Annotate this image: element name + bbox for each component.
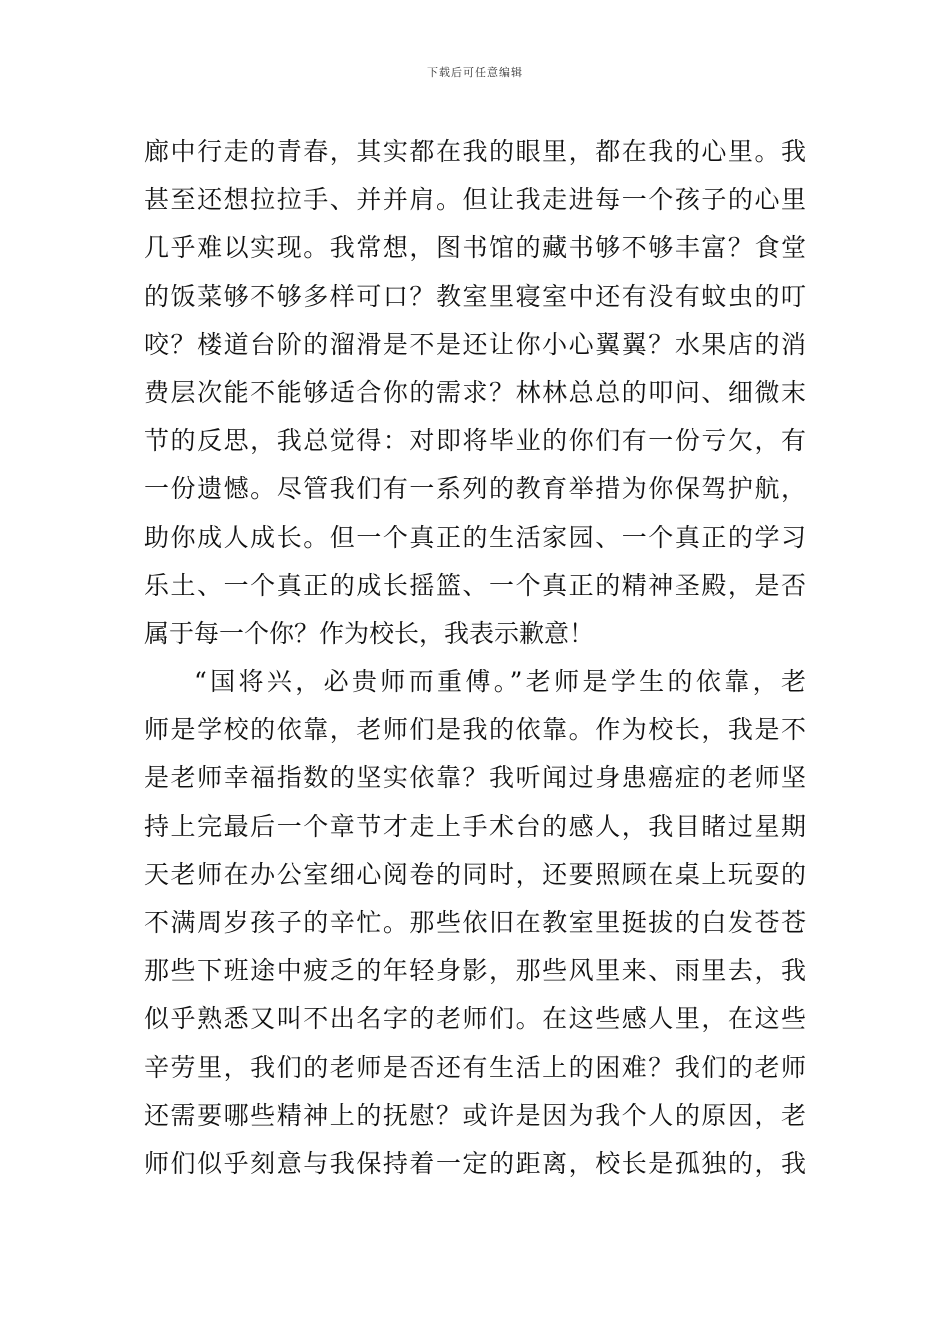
- body-text: [144, 128, 806, 1188]
- text-line: 甚至还想拉拉手、并并肩。但让我走进每一个孩子的心里: [144, 185, 806, 215]
- text-line: 持上完最后一个章节才走上手术台的感人，我目睹过星期: [144, 811, 806, 841]
- text-line: 那些下班途中疲乏的年轻身影，那些风里来、雨里去，我: [144, 956, 806, 986]
- text-line: 是老师幸福指数的坚实依靠？我听闻过身患癌症的老师坚: [144, 763, 806, 793]
- text-line: 属于每一个你？作为校长，我表示歉意！: [144, 618, 595, 648]
- text-line: “国将兴，必贵师而重傅。”老师是学生的依靠，老: [194, 667, 806, 697]
- text-line: 廊中行走的青春，其实都在我的眼里，都在我的心里。我: [144, 137, 806, 166]
- text-line: 节的反思，我总觉得：对即将毕业的你们有一份亏欠，有: [144, 426, 806, 456]
- text-line: 助你成人成长。但一个真正的生活家园、一个真正的学习: [144, 522, 806, 552]
- text-line: 似乎熟悉又叫不出名字的老师们。在这些感人里，在这些: [144, 1004, 806, 1034]
- paragraph: [144, 128, 806, 658]
- text-line: 师是学校的依靠，老师们是我的依靠。作为校长，我是不: [144, 715, 806, 745]
- text-line: 费层次能不能够适合你的需求？林林总总的叩问、细微末: [144, 377, 806, 407]
- text-line: 天老师在办公室细心阅卷的同时，还要照顾在桌上玩耍的: [144, 859, 806, 889]
- text-line: 师们似乎刻意与我保持着一定的距离，校长是孤独的，我: [144, 1148, 806, 1178]
- text-line: 还需要哪些精神上的抚慰？或许是因为我个人的原因，老: [144, 1100, 806, 1130]
- text-line: 几乎难以实现。我常想，图书馆的藏书够不够丰富？食堂: [144, 233, 806, 263]
- text-line: 辛劳里，我们的老师是否还有生活上的困难？我们的老师: [144, 1052, 806, 1082]
- text-line: 不满周岁孩子的辛忙。那些依旧在教室里挺拔的白发苍苍: [144, 908, 806, 937]
- page-header: 下载后可任意编辑: [427, 66, 523, 79]
- text-line: 乐土、一个真正的成长摇篮、一个真正的精神圣殿，是否: [144, 570, 806, 600]
- text-line: 的饭菜够不够多样可口？教室里寝室中还有没有蚊虫的叮: [144, 281, 806, 311]
- paragraph: [144, 658, 806, 1188]
- text-line: 咬？楼道台阶的溜滑是不是还让你小心翼翼？水果店的消: [144, 329, 806, 359]
- text-line: 一份遗憾。尽管我们有一系列的教育举措为你保驾护航，: [144, 474, 806, 504]
